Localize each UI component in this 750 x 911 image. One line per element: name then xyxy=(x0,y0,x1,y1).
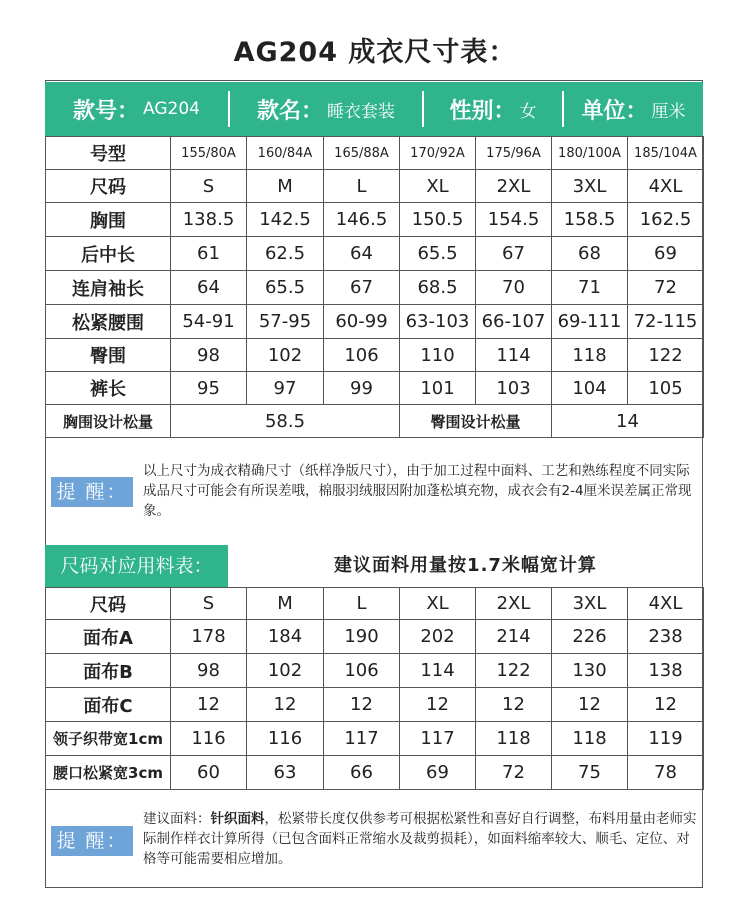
table-cell: 68 xyxy=(552,237,628,271)
table-row xyxy=(46,137,704,170)
table-row xyxy=(46,170,704,203)
table-cell: 65.5 xyxy=(400,237,476,271)
table-cell: 66 xyxy=(324,756,400,790)
table-cell: 69-111 xyxy=(552,305,628,339)
table-cell: 119 xyxy=(628,722,704,756)
row-label: 号型 xyxy=(46,137,171,170)
table-cell: M xyxy=(247,170,324,203)
table-cell: 150.5 xyxy=(400,203,476,237)
table-cell: M xyxy=(247,588,324,620)
note-bold: 针织面料 xyxy=(210,811,265,827)
table-cell: XL xyxy=(400,170,476,203)
material-header xyxy=(45,545,703,587)
table-cell: 72-115 xyxy=(628,305,704,339)
table-cell: 117 xyxy=(400,722,476,756)
material-tag: 尺码对应用料表： xyxy=(45,545,228,587)
table-cell: 110 xyxy=(400,339,476,372)
row-label: 尺码 xyxy=(46,588,171,620)
table-cell: 97 xyxy=(247,372,324,405)
table-cell: 238 xyxy=(628,620,704,654)
page-title: AG204 成衣尺寸表： xyxy=(233,37,517,68)
table-row xyxy=(46,654,704,688)
table-cell: 2XL xyxy=(476,170,552,203)
table-cell: 106 xyxy=(324,339,400,372)
table-cell: 214 xyxy=(476,620,552,654)
table-cell: 65.5 xyxy=(247,271,324,305)
table-cell: 12 xyxy=(247,688,324,722)
table-cell: 116 xyxy=(171,722,247,756)
table-cell: 4XL xyxy=(628,170,704,203)
table-cell: 12 xyxy=(476,688,552,722)
table-cell: 118 xyxy=(552,339,628,372)
table-cell: 114 xyxy=(400,654,476,688)
row-label: 面布A xyxy=(46,620,171,654)
table-cell: 68.5 xyxy=(400,271,476,305)
row-label: 松紧腰围 xyxy=(46,305,171,339)
unit-label: 单位： xyxy=(581,98,648,124)
table-cell: 64 xyxy=(171,271,247,305)
table-cell: 178 xyxy=(171,620,247,654)
table-cell: 170/92A xyxy=(400,137,476,170)
table-row xyxy=(46,620,704,654)
table-cell: 117 xyxy=(324,722,400,756)
table-cell: 165/88A xyxy=(324,137,400,170)
table-cell: 103 xyxy=(476,372,552,405)
style-no-cell xyxy=(45,91,228,127)
table-cell: 72 xyxy=(628,271,704,305)
chest-ease-value: 58.5 xyxy=(171,405,400,438)
table-cell: S xyxy=(171,588,247,620)
gender-value: 女 xyxy=(519,101,537,122)
table-cell: 75 xyxy=(552,756,628,790)
row-label: 面布B xyxy=(46,654,171,688)
table-cell: 67 xyxy=(324,271,400,305)
table-cell: 114 xyxy=(476,339,552,372)
table-cell: 130 xyxy=(552,654,628,688)
table-row xyxy=(46,756,704,790)
table-cell: 12 xyxy=(552,688,628,722)
row-label: 尺码 xyxy=(46,170,171,203)
gender-label: 性别： xyxy=(449,98,516,124)
table-cell: 138.5 xyxy=(171,203,247,237)
row-label: 后中长 xyxy=(46,237,171,271)
note-box-1 xyxy=(45,441,703,541)
table-cell: 122 xyxy=(476,654,552,688)
row-label: 连肩袖长 xyxy=(46,271,171,305)
table-row xyxy=(46,271,704,305)
table-cell: 105 xyxy=(628,372,704,405)
unit-value: 厘米 xyxy=(651,101,686,122)
table-cell: 67 xyxy=(476,237,552,271)
table-cell: 69 xyxy=(400,756,476,790)
name-label: 款名： xyxy=(256,98,323,124)
table-cell: 60 xyxy=(171,756,247,790)
chest-ease-label: 胸围设计松量 xyxy=(46,405,171,438)
table-cell: 202 xyxy=(400,620,476,654)
ease-row xyxy=(46,405,704,438)
table-cell: 98 xyxy=(171,339,247,372)
table-cell: 62.5 xyxy=(247,237,324,271)
material-subtitle: 建议面料用量按1.7米幅宽计算 xyxy=(334,555,597,576)
table-cell: 122 xyxy=(628,339,704,372)
table-cell: 226 xyxy=(552,620,628,654)
table-cell: 4XL xyxy=(628,588,704,620)
table-cell: 118 xyxy=(476,722,552,756)
table-cell: S xyxy=(171,170,247,203)
note-text-2 xyxy=(143,809,699,869)
size-table xyxy=(45,136,704,438)
table-cell: 155/80A xyxy=(171,137,247,170)
table-cell: 57-95 xyxy=(247,305,324,339)
table-cell: 162.5 xyxy=(628,203,704,237)
table-row xyxy=(46,722,704,756)
note-body: ，松紧带长度仅供参考可根据松紧性和喜好自行调整，布料用量由老师实际制作样衣计算所得（已包含面料正常缩水及裁剪损耗），如面料缩率较大、顺毛、定位、对格等可能需要相应增加。 xyxy=(143,811,697,867)
table-cell: 60-99 xyxy=(324,305,400,339)
table-cell: 63-103 xyxy=(400,305,476,339)
table-cell: 2XL xyxy=(476,588,552,620)
table-row xyxy=(46,203,704,237)
table-row xyxy=(46,588,704,620)
row-label: 裤长 xyxy=(46,372,171,405)
gender-cell xyxy=(424,91,562,127)
table-cell: 54-91 xyxy=(171,305,247,339)
table-cell: 12 xyxy=(171,688,247,722)
table-cell: 185/104A xyxy=(628,137,704,170)
table-cell: 160/84A xyxy=(247,137,324,170)
table-cell: 154.5 xyxy=(476,203,552,237)
table-cell: 78 xyxy=(628,756,704,790)
table-cell: 102 xyxy=(247,654,324,688)
table-cell: 71 xyxy=(552,271,628,305)
material-table xyxy=(45,587,704,790)
table-row xyxy=(46,305,704,339)
note-box-2 xyxy=(45,793,703,887)
table-cell: 95 xyxy=(171,372,247,405)
name-cell xyxy=(230,91,422,127)
table-cell: 116 xyxy=(247,722,324,756)
table-cell: 3XL xyxy=(552,588,628,620)
style-no-label: 款号： xyxy=(73,98,140,124)
row-label: 腰口松紧宽3cm xyxy=(46,756,171,790)
table-cell: 106 xyxy=(324,654,400,688)
table-cell: 102 xyxy=(247,339,324,372)
table-cell: 70 xyxy=(476,271,552,305)
table-cell: 101 xyxy=(400,372,476,405)
table-cell: 72 xyxy=(476,756,552,790)
table-cell: 138 xyxy=(628,654,704,688)
table-cell: 69 xyxy=(628,237,704,271)
row-label: 面布C xyxy=(46,688,171,722)
table-cell: 12 xyxy=(628,688,704,722)
row-label: 胸围 xyxy=(46,203,171,237)
table-cell: 3XL xyxy=(552,170,628,203)
table-cell: 118 xyxy=(552,722,628,756)
table-row xyxy=(46,237,704,271)
table-cell: 190 xyxy=(324,620,400,654)
table-cell: 142.5 xyxy=(247,203,324,237)
table-cell: 66-107 xyxy=(476,305,552,339)
table-cell: 184 xyxy=(247,620,324,654)
table-cell: 12 xyxy=(400,688,476,722)
header-band xyxy=(45,82,703,136)
table-cell: L xyxy=(324,170,400,203)
table-cell: L xyxy=(324,588,400,620)
note-prefix: 建议面料： xyxy=(143,811,211,827)
table-cell: 158.5 xyxy=(552,203,628,237)
table-row xyxy=(46,339,704,372)
row-label: 臀围 xyxy=(46,339,171,372)
table-cell: 12 xyxy=(324,688,400,722)
table-cell: 61 xyxy=(171,237,247,271)
table-cell: 98 xyxy=(171,654,247,688)
table-cell: 63 xyxy=(247,756,324,790)
note-badge-1: 提 醒： xyxy=(51,477,133,507)
table-cell: 64 xyxy=(324,237,400,271)
style-no-value: AG204 xyxy=(143,99,200,119)
row-label: 领子织带宽1cm xyxy=(46,722,171,756)
table-cell: 180/100A xyxy=(552,137,628,170)
name-value: 睡衣套装 xyxy=(327,101,395,122)
note-text-1: 以上尺寸为成衣精确尺寸（纸样净版尺寸），由于加工过程中面料、工艺和熟练程度不同实际成品尺寸可能会有所误差哦，棉服羽绒服因附加蓬松填充物，成衣会有2-4厘米误差属正常现象。 xyxy=(143,463,692,519)
table-cell: 104 xyxy=(552,372,628,405)
hip-ease-value: 14 xyxy=(552,405,704,438)
table-cell: 99 xyxy=(324,372,400,405)
note-badge-2: 提 醒： xyxy=(51,826,133,856)
table-cell: 175/96A xyxy=(476,137,552,170)
table-cell: 146.5 xyxy=(324,203,400,237)
unit-cell xyxy=(564,91,703,127)
table-row xyxy=(46,372,704,405)
table-row xyxy=(46,688,704,722)
hip-ease-label: 臀围设计松量 xyxy=(400,405,552,438)
table-cell: XL xyxy=(400,588,476,620)
